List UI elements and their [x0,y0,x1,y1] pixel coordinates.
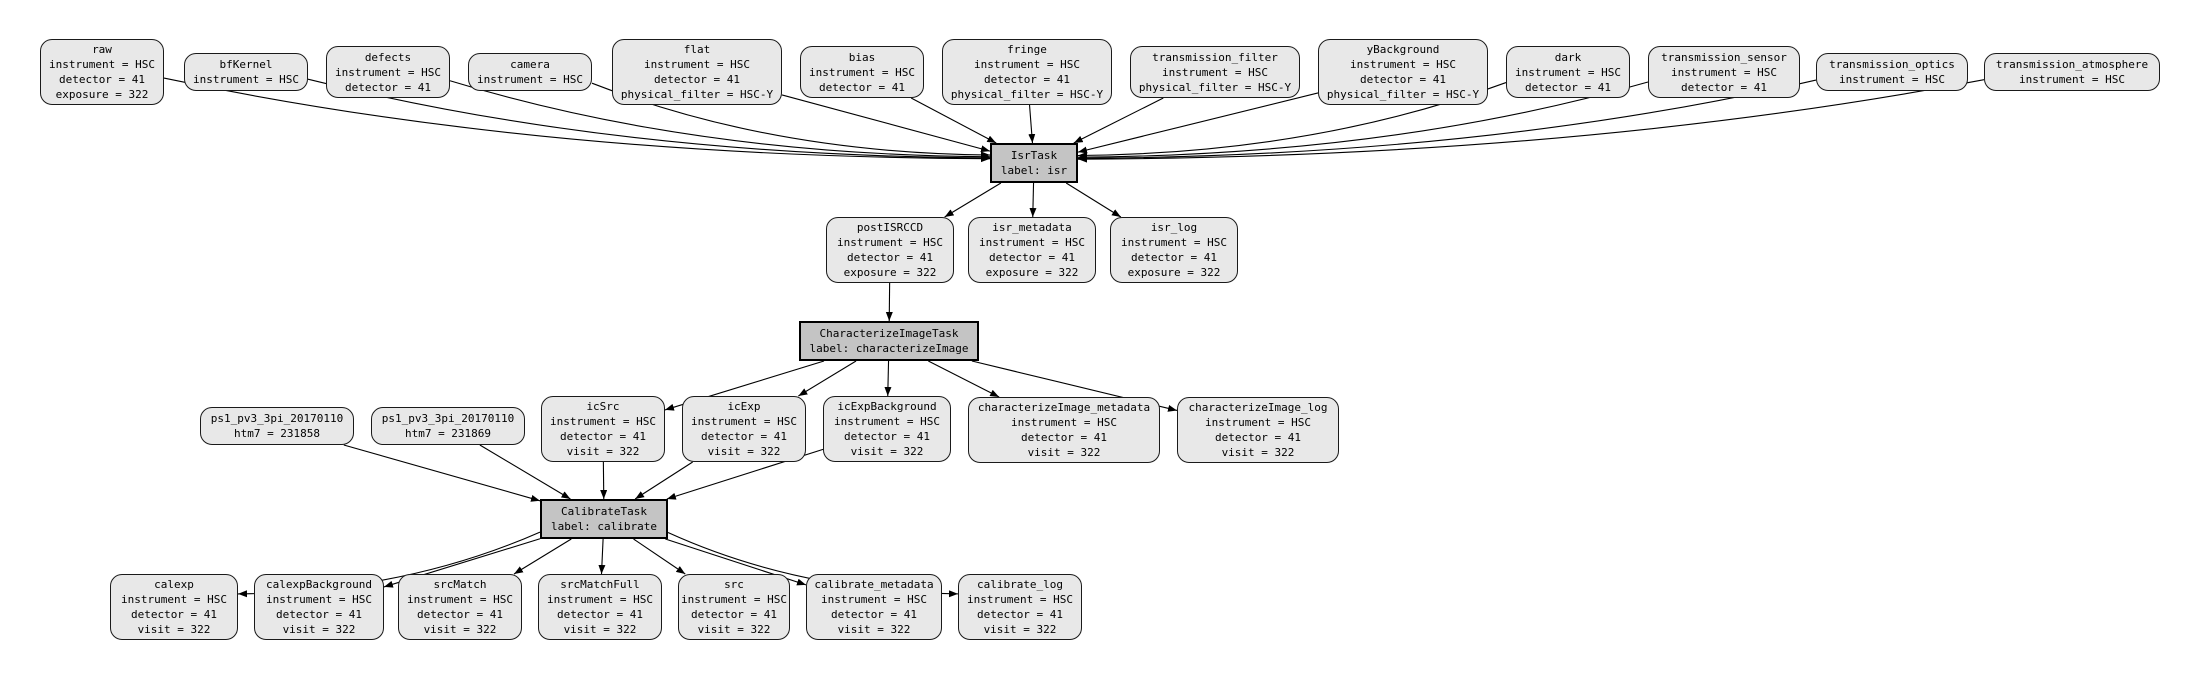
node-title: icExpBackground [837,400,937,413]
dataset-node-postISRCCD [826,217,954,283]
task-node-isrTask [990,143,1078,183]
node-dimension: instrument = HSC [1350,58,1456,71]
node-dimension: visit = 322 [566,445,640,458]
dataset-node-calibrate_log [958,574,1082,640]
node-title: transmission_optics [1829,58,1955,71]
dataset-node-transmission_optics [1816,53,1968,91]
node-dimension: physical_filter = HSC-Y [620,88,774,101]
node-title: icExp [727,400,761,413]
node-title: CalibrateTask [560,505,648,518]
node-dimension: instrument = HSC [407,593,513,606]
node-dimension: detector = 41 [559,430,647,443]
node-dimension: instrument = HSC [837,236,943,249]
node-title: transmission_atmosphere [1995,58,2149,71]
node-dimension: detector = 41 [653,73,741,86]
node-dimension: visit = 322 [1027,446,1101,459]
dataset-node-characterizeImage_log [1177,397,1339,463]
node-dimension: detector = 41 [976,608,1064,621]
edge-isrTask-to-isr_log [1066,183,1121,217]
node-dimension: physical_filter = HSC-Y [950,88,1104,101]
dataset-node-icExp [682,396,806,462]
node-dimension: detector = 41 [1214,431,1302,444]
node-title: fringe [1007,43,1047,56]
node-title: isr_metadata [992,221,1072,234]
node-dimension: instrument = HSC [809,65,915,79]
dataset-node-src [678,574,790,640]
dataset-node-dark [1506,46,1630,98]
node-dimension: instrument = HSC [1839,73,1945,86]
node-dimension: exposure = 322 [1127,266,1221,279]
node-dimension: detector = 41 [1359,73,1447,86]
node-title: flat [683,43,711,56]
edge-calibrateTask-to-srcMatchFull [602,539,604,574]
node-dimension: detector = 41 [416,608,504,621]
node-title: calexp [154,578,194,591]
dataset-node-calibrate_metadata [806,574,942,640]
dataset-node-defects [326,46,450,98]
node-title: transmission_filter [1152,50,1278,64]
dataset-node-ps1_b [371,407,525,445]
node-dimension: detector = 41 [1130,251,1218,264]
node-dimension: physical_filter = HSC-Y [1326,88,1480,101]
dataset-node-srcMatchFull [538,574,662,640]
edge-characterizeImageTask-to-icExpBackground [888,361,889,396]
node-dimension: instrument = HSC [547,593,653,606]
node-dimension: instrument = HSC [644,58,750,71]
edge-ps1_a-to-calibrateTask [344,445,540,501]
node-title: dark [1554,50,1582,64]
node-title: bfKernel [219,58,273,71]
dataset-node-flat [612,39,782,105]
node-dimension: instrument = HSC [681,593,787,606]
node-dimension: instrument = HSC [335,65,441,79]
node-dimension: detector = 41 [58,73,146,86]
node-dimension: visit = 322 [697,623,771,636]
node-dimension: instrument = HSC [1011,416,1117,429]
dataset-node-calexp [110,574,238,640]
node-dimension: label: isr [1000,164,1068,177]
edge-fringe-to-isrTask [1030,105,1033,143]
node-dimension: detector = 41 [690,608,778,621]
node-title: srcMatchFull [560,578,640,591]
node-dimension: instrument = HSC [477,73,583,86]
node-dimension: instrument = HSC [1121,236,1227,249]
dataset-node-yBackground [1318,39,1488,105]
node-dimension: detector = 41 [700,430,788,443]
node-title: characterizeImage_metadata [977,401,1151,414]
node-dimension: visit = 322 [282,623,356,636]
dataset-node-icExpBackground [823,396,951,462]
node-dimension: instrument = HSC [266,593,372,606]
node-title: CharacterizeImageTask [819,327,959,340]
node-dimension: htm7 = 231869 [404,427,492,440]
node-dimension: detector = 41 [1524,80,1612,94]
node-title: yBackground [1366,43,1440,56]
dataset-node-fringe [942,39,1112,105]
dataset-node-isr_metadata [968,217,1096,283]
node-title: IsrTask [1010,149,1058,162]
node-title: transmission_sensor [1661,50,1787,64]
node-dimension: label: calibrate [551,520,657,533]
node-dimension: instrument = HSC [121,593,227,606]
node-dimension: physical_filter = HSC-Y [1138,80,1292,94]
node-title: srcMatch [433,578,487,591]
node-dimension: detector = 41 [1020,431,1108,444]
task-node-characterizeImageTask [799,321,979,361]
node-dimension: detector = 41 [556,608,644,621]
node-dimension: instrument = HSC [979,236,1085,249]
node-title: characterizeImage_log [1188,401,1328,414]
node-dimension: instrument = HSC [974,58,1080,71]
node-dimension: visit = 322 [983,623,1057,636]
node-dimension: instrument = HSC [1515,65,1621,79]
node-dimension: instrument = HSC [834,415,940,428]
node-dimension: exposure = 322 [843,266,937,279]
node-title: ps1_pv3_3pi_20170110 [210,412,344,425]
node-dimension: detector = 41 [830,608,918,621]
node-dimension: detector = 41 [988,251,1076,264]
dataset-node-raw [40,39,164,105]
node-dimension: detector = 41 [275,608,363,621]
node-title: raw [92,43,112,56]
dataset-node-ps1_a [200,407,354,445]
node-title: camera [510,58,550,71]
node-dimension: instrument = HSC [691,415,797,428]
dataset-node-transmission_sensor [1648,46,1800,98]
dataset-node-srcMatch [398,574,522,640]
node-title: postISRCCD [856,221,924,234]
node-dimension: detector = 41 [843,430,931,443]
node-dimension: detector = 41 [818,80,906,94]
dataset-node-characterizeImage_metadata [968,397,1160,463]
dataset-node-transmission_filter [1130,46,1300,98]
dataset-node-transmission_atmosphere [1984,53,2160,91]
node-title: icSrc [586,400,620,413]
node-dimension: instrument = HSC [1162,65,1268,79]
node-dimension: htm7 = 231858 [233,427,321,440]
node-dimension: detector = 41 [344,80,432,94]
dataset-node-bfKernel [184,53,308,91]
node-dimension: instrument = HSC [1205,416,1311,429]
node-title: calibrate_metadata [814,578,934,591]
node-dimension: exposure = 322 [55,88,149,101]
node-title: calibrate_log [976,578,1064,591]
node-dimension: detector = 41 [846,251,934,264]
node-dimension: instrument = HSC [193,73,299,86]
node-dimension: visit = 322 [837,623,911,636]
dataset-node-icSrc [541,396,665,462]
node-dimension: instrument = HSC [1671,65,1777,79]
dataset-node-camera [468,53,592,91]
node-dimension: visit = 322 [707,445,781,458]
node-dimension: visit = 322 [563,623,637,636]
node-title: isr_log [1150,221,1198,234]
node-dimension: instrument = HSC [49,58,155,71]
node-dimension: label: characterizeImage [809,342,969,355]
node-dimension: detector = 41 [983,73,1071,86]
dataset-node-calexpBackground [254,574,384,640]
node-dimension: visit = 322 [1221,446,1295,459]
task-node-calibrateTask [540,499,668,539]
node-dimension: instrument = HSC [967,593,1073,606]
node-dimension: visit = 322 [137,623,211,636]
node-title: defects [364,50,412,64]
node-dimension: visit = 322 [850,445,924,458]
node-dimension: instrument = HSC [2019,73,2125,86]
node-dimension: instrument = HSC [550,415,656,428]
node-title: bias [848,50,876,64]
node-title: calexpBackground [266,578,372,591]
dataset-node-isr_log [1110,217,1238,283]
edge-characterizeImageTask-to-characterizeImage_metadata [928,361,999,397]
edge-isrTask-to-postISRCCD [945,183,1001,217]
edge-calibrateTask-to-src [634,539,686,574]
node-dimension: instrument = HSC [821,593,927,606]
node-dimension: detector = 41 [1680,80,1768,94]
node-dimension: exposure = 322 [985,266,1079,279]
node-dimension: visit = 322 [423,623,497,636]
node-title: ps1_pv3_3pi_20170110 [381,412,515,425]
edge-isrTask-to-isr_metadata [1033,183,1034,217]
dataset-node-bias [800,46,924,98]
node-dimension: detector = 41 [130,608,218,621]
node-title: src [724,578,744,591]
